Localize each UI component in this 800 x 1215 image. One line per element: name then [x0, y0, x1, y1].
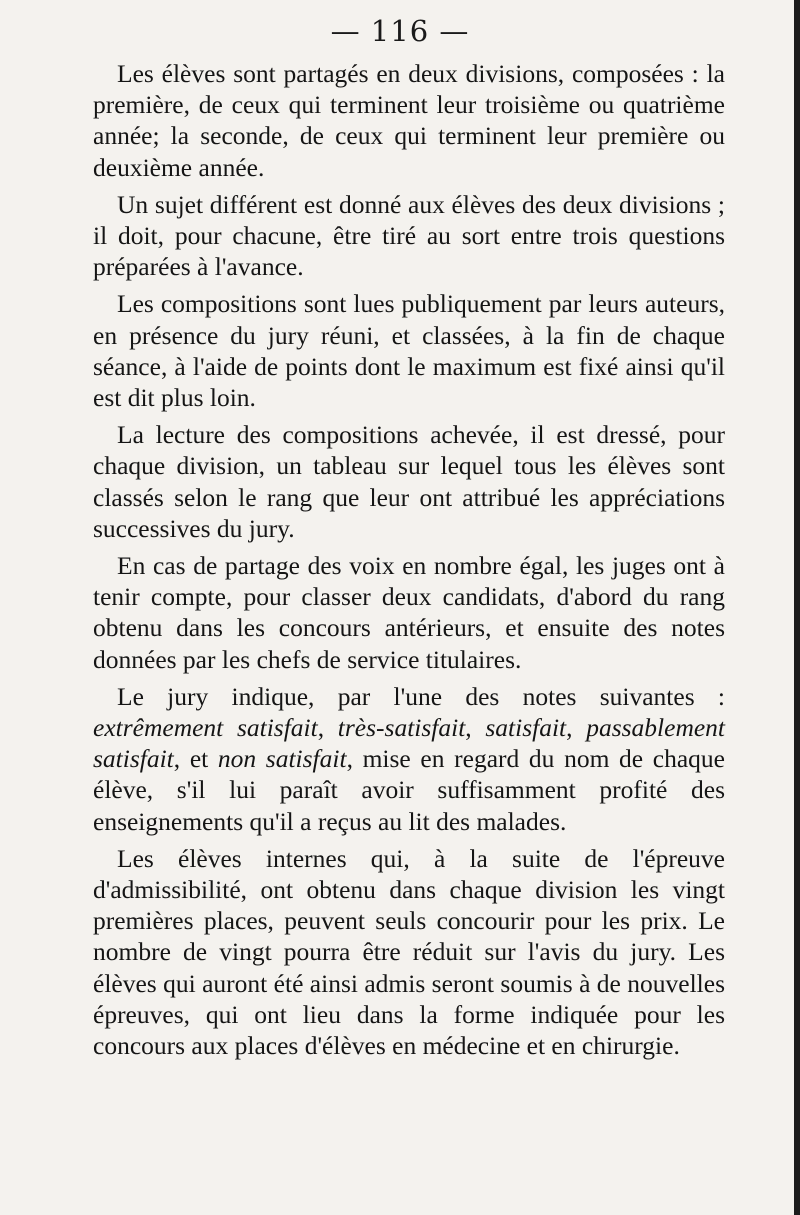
- paragraph-reading: La lecture des compositions achevée, il est dressé, pour chaque division, un tableau sur lequel tous les élèves sont classés selon le rang que leur ont attribué les appréciations successives du jury.: [93, 420, 725, 543]
- note-non: non satisfait: [217, 744, 347, 774]
- jury-text-1: Le jury indique, par l'une des notes suivantes :: [117, 681, 725, 711]
- jury-sep-3: ,: [566, 713, 587, 743]
- jury-sep-2: ,: [465, 713, 486, 743]
- paragraph-divisions: Les élèves sont partagés en deux divisions, composées : la première, de ceux qui terminent leur troisième ou quatrième année; la seconde, de ceux qui terminent leur première ou deuxième année.: [93, 59, 725, 182]
- paragraph-tie: En cas de partage des voix en nombre égal, les juges ont à tenir compte, pour classer deux candidats, d'abord du rang obtenu dans les concours antérieurs, et ensuite des notes données par les chefs de service titulaires.: [93, 551, 725, 674]
- note-extremement: extrêmement satisfait: [93, 713, 318, 743]
- jury-sep-4: , et: [173, 744, 218, 774]
- note-tres: très-satisfait: [337, 713, 466, 743]
- note-passablement: passablement satisfait: [93, 713, 726, 774]
- paragraph-interns: Les élèves internes qui, à la suite de l'épreuve d'admissibilité, ont obtenu dans chaque division les vingt premières places, peuvent seuls concourir pour les prix. Le nombre de vingt pourra être réduit sur l'avis du jury. Les élèves qui auront été ainsi admis seront soumis à de nouvelles épreuves, qui ont lieu dans la forme indiquée pour les concours aux places d'élèves en médecine et en chirurgie.: [93, 843, 725, 1061]
- jury-text-2: , mise en regard du nom de chaque élève, s'il lui paraît avoir suffisamment profité des enseignements qu'il a reçus au lit des malades.: [93, 744, 725, 836]
- page-number: — 116 —: [330, 14, 470, 48]
- note-satisfait: satisfait: [485, 713, 567, 743]
- body-text: [93, 58, 725, 1067]
- paragraph-jury-notes: [93, 681, 725, 843]
- paragraph-compositions: Les compositions sont lues publiquement par leurs auteurs, en présence du jury réuni, et classées, à la fin de chaque séance, à l'aide de points dont le maximum est fixé ainsi qu'il est dit plus loin.: [93, 289, 725, 413]
- jury-sep-1: ,: [317, 713, 338, 743]
- paragraph-subject: Un sujet différent est donné aux élèves des deux divisions ; il doit, pour chacune, être tiré au sort entre trois questions préparées à l'avance.: [93, 189, 725, 282]
